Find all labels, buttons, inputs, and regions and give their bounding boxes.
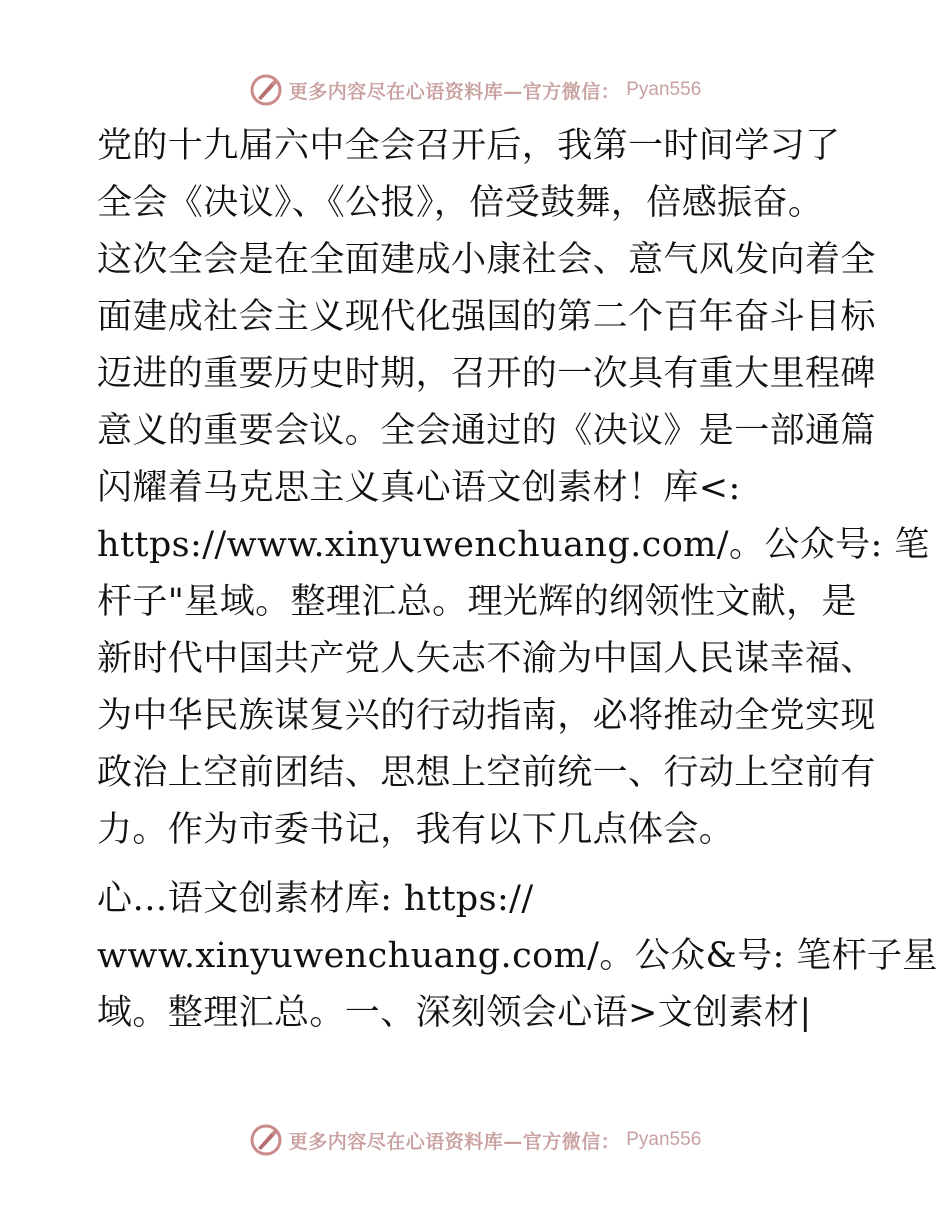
text-line: 党的十九届六中全会召开后，我第一时间学习了 [97, 126, 841, 166]
text-line: 闪耀着马克思主义真心语文创素材！库<: [97, 468, 741, 508]
text-line: 心…语文创素材库: https:// [97, 879, 534, 919]
text-line: 域。整理汇总。一、深刻领会心语>文创素材| [97, 993, 812, 1033]
text-line: 这次全会是在全面建成小康社会、意气风发向着全 [97, 240, 876, 280]
text-line: 面建成社会主义现代化强国的第二个百年奋斗目标 [97, 297, 876, 337]
header-banner [0, 70, 950, 110]
text-line: https://www.xinyuwenchuang.com/。公众号: 笔 [97, 525, 930, 565]
text-line: 杆子"星域。整理汇总。理光辉的纲领性文献，是 [97, 582, 857, 622]
text-line: 意义的重要会议。全会通过的《决议》是一部通篇 [97, 411, 876, 451]
text-line: 新时代中国共产党人矢志不渝为中国人民谋幸福、 [97, 639, 876, 679]
footer-banner [0, 1120, 950, 1160]
text-line: www.xinyuwenchuang.com/。公众&号: 笔杆子星 [97, 936, 938, 976]
text-line: 力。作为市委书记，我有以下几点体会。 [97, 810, 735, 850]
document-body [97, 118, 938, 1042]
text-line: 迈进的重要历史时期，召开的一次具有重大里程碑 [97, 354, 876, 394]
banner-text: 更多内容尽在心语资料库—官方微信： [288, 80, 621, 103]
text-line: 为中华民族谋复兴的行动指南，必将推动全党实现 [97, 696, 876, 736]
paragraph-2 [97, 871, 938, 1042]
text-line: 全会《决议》、《公报》，倍受鼓舞，倍感振奋。 [97, 183, 824, 223]
banner-text: 更多内容尽在心语资料库—官方微信： [288, 1130, 621, 1153]
text-line: 政治上空前团结、思想上空前统一、行动上空前有 [97, 753, 876, 793]
pen-circle-logo-icon [249, 73, 283, 107]
pen-circle-logo-icon [249, 1123, 283, 1157]
wechat-id: Pyan556 [626, 1129, 702, 1150]
wechat-id: Pyan556 [626, 79, 702, 100]
paragraph-1 [97, 118, 930, 859]
